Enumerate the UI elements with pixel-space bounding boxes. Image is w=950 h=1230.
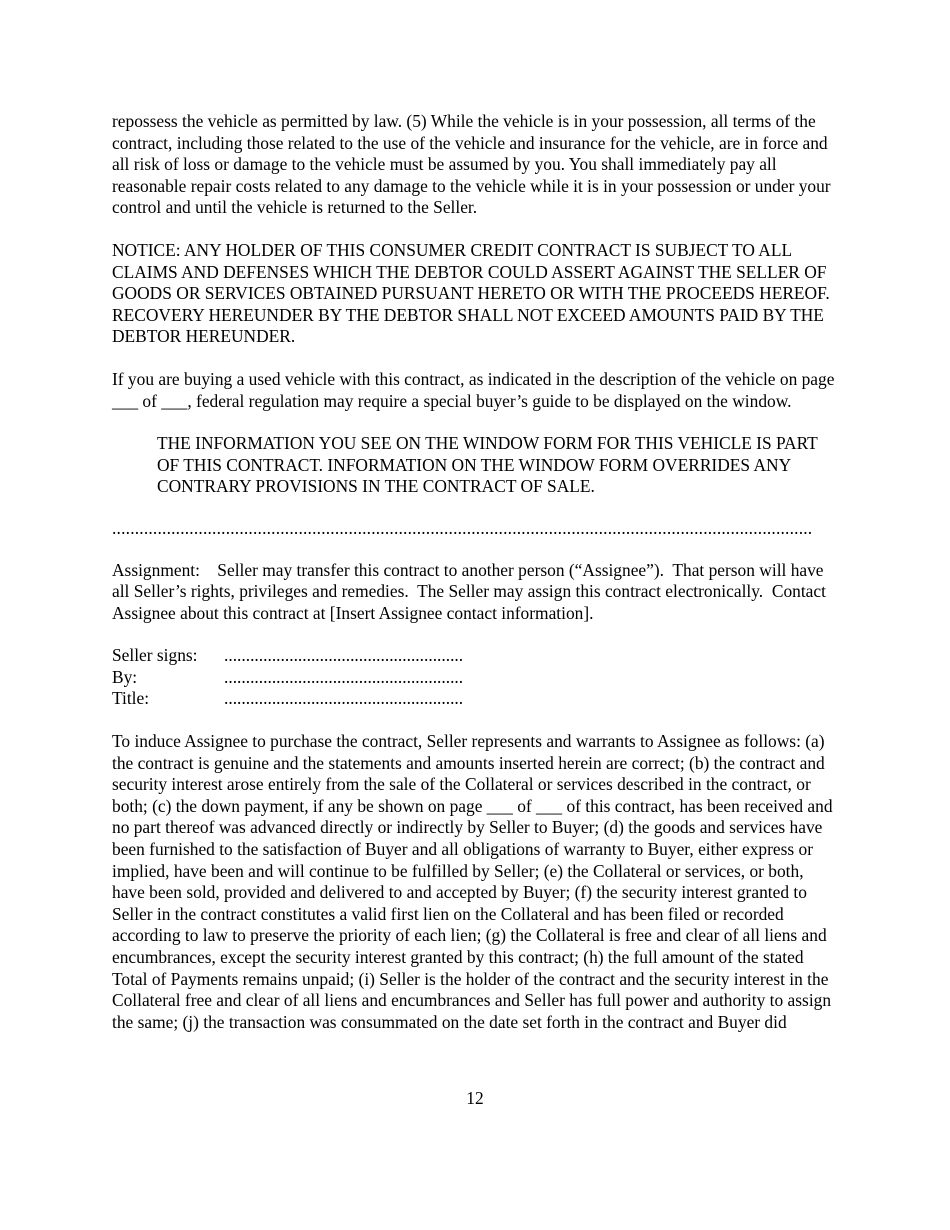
- paragraph-seller-warranties: To induce Assignee to purchase the contract, Seller represents and warrants to Assignee as follows: (a) the contract is genuine and the statements and amounts inserted herein are correct; (b) the contract and security interest arose entirely from the sale of the Collateral or services described in the contract, or both; (c) the down payment, if any be shown on page ___ of ___ of this contract, has been received and no part thereof was advanced directly or indirectly by Seller to Buyer; (d) the goods and services have been furnished to the satisfaction of Buyer and all obligations of warranty to Buyer, either express or implied, have been and will continue to be fulfilled by Seller; (e) the Collateral or services, or both, have been sold, provided and delivered to and accepted by Buyer; (f) the security interest granted to Seller in the contract constitutes a valid first lien on the Collateral and has been filed or recorded according to law to preserve the priority of each lien; (g) the Collateral is free and clear of all liens and encumbrances, except the security interest granted by this contract; (h) the full amount of the stated Total of Payments remains unpaid; (i) Seller is the holder of the contract and the security interest in the Collateral free and clear of all liens and encumbrances and Seller has full power and authority to assign the same; (j) the transaction was consummated on the date set forth in the contract and Buyer did: [112, 731, 833, 1032]
- signature-row-seller: [112, 645, 839, 667]
- paragraph-holder-notice: NOTICE: ANY HOLDER OF THIS CONSUMER CREDIT CONTRACT IS SUBJECT TO ALL CLAIMS AND DEFENSES WHICH THE DEBTOR COULD ASSERT AGAINST THE SELLER OF GOODS OR SERVICES OBTAINED PURSUANT HERETO OR WITH THE PROCEEDS HEREOF. RECOVERY HEREUNDER BY THE DEBTOR SHALL NOT EXCEED AMOUNTS PAID BY THE DEBTOR HEREUNDER.: [112, 239, 830, 347]
- signature-line: .......................................................: [224, 688, 464, 709]
- page-number: 12: [466, 1088, 484, 1108]
- signature-label: By:: [112, 666, 138, 687]
- paragraph-assignment: Assignment: Seller may transfer this contract to another person (“Assignee”). That person will have all Seller’s rights, privileges and remedies. The Seller may assign this contract electronically. Contact Assignee about this contract at [Insert Assignee contact information].: [112, 559, 830, 623]
- signature-row-title: [112, 688, 839, 710]
- signature-line: .......................................................: [224, 666, 464, 687]
- document-page: [112, 111, 839, 1033]
- signature-label: Seller signs:: [112, 645, 198, 666]
- paragraph-window-form-notice: THE INFORMATION YOU SEE ON THE WINDOW FORM FOR THIS VEHICLE IS PART OF THIS CONTRACT. INFORMATION ON THE WINDOW FORM OVERRIDES ANY CONTRARY PROVISIONS IN THE CONTRACT OF SALE.: [157, 433, 818, 497]
- signature-label: Title:: [112, 688, 150, 709]
- signature-line: .......................................................: [224, 645, 464, 666]
- signature-row-by: [112, 667, 839, 689]
- dotted-separator: ..........................................................................................................................................................: [112, 517, 813, 538]
- paragraph-used-vehicle: If you are buying a used vehicle with this contract, as indicated in the description of the vehicle on page ___ of ___, federal regulation may require a special buyer’s guide to be displayed on the window.: [112, 368, 835, 411]
- paragraph-repossession-terms: repossess the vehicle as permitted by law. (5) While the vehicle is in your possession, all terms of the contract, including those related to the use of the vehicle and insurance for the vehicle, are in force and all risk of loss or damage to the vehicle must be assumed by you. You shall immediately pay all reasonable repair costs related to any damage to the vehicle while it is in your possession or under your control and until the vehicle is returned to the Seller.: [112, 111, 831, 218]
- signature-block: [112, 645, 839, 710]
